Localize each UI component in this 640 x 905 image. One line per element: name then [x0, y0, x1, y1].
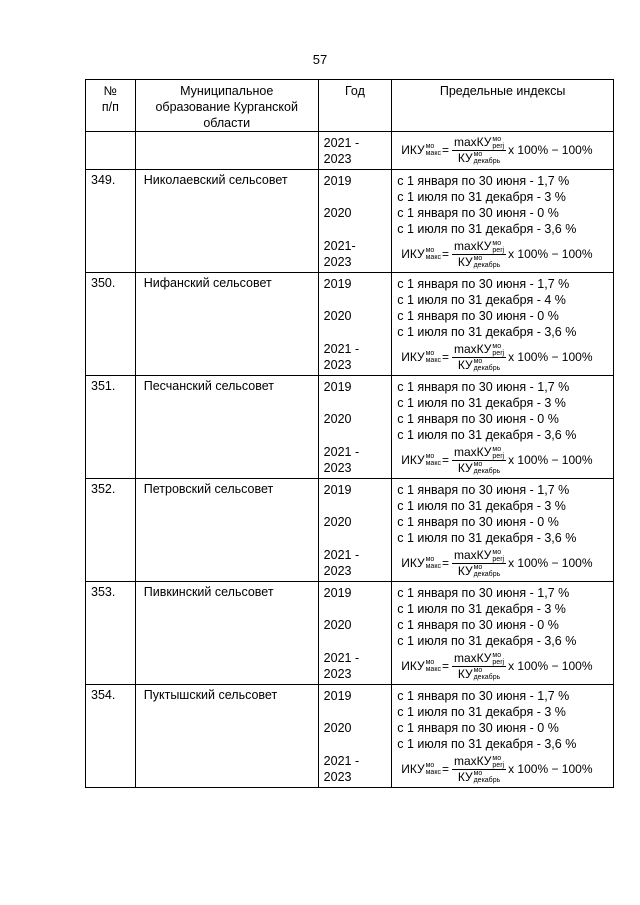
year-2021-2023: 2021 - 2023	[323, 445, 360, 475]
formula-equals: =	[441, 350, 449, 364]
formula-expression	[397, 135, 592, 166]
formula-expression	[397, 239, 592, 270]
formula	[397, 752, 613, 786]
index-line: с 1 июля по 31 декабря - 3,6 %	[397, 737, 577, 751]
row-indices	[392, 273, 614, 376]
formula-expression	[397, 342, 592, 373]
header-row	[86, 80, 614, 132]
year-2020: 2020	[323, 412, 352, 426]
year-2019: 2019	[323, 689, 352, 703]
row-number: 353.	[86, 582, 136, 685]
row-number: 351.	[86, 376, 136, 479]
table-row	[86, 582, 614, 685]
continuation-name	[135, 132, 318, 170]
formula-tail: x 100% − 100%	[508, 556, 593, 570]
formula	[397, 546, 613, 580]
row-municipality: Пуктышский сельсовет	[135, 685, 318, 788]
continuation-year	[318, 132, 392, 170]
formula-numerator: maxКУ мо perj	[453, 547, 505, 563]
index-line: с 1 января по 30 июня - 1,7 %	[397, 483, 570, 497]
row-municipality: Песчанский сельсовет	[135, 376, 318, 479]
row-years	[318, 479, 392, 582]
formula-tail: x 100% − 100%	[508, 659, 593, 673]
index-line: с 1 января по 30 июня - 1,7 %	[397, 586, 570, 600]
formula-lhs: ИКУ мо макс	[401, 555, 441, 571]
row-number: 350.	[86, 273, 136, 376]
formula-numerator: maxКУ мо perj	[453, 753, 505, 769]
formula-numerator: maxКУ мо perj	[453, 134, 505, 150]
formula-equals: =	[441, 659, 449, 673]
formula-denominator: КУ мо декабрь	[457, 460, 501, 476]
row-indices	[392, 685, 614, 788]
row-indices	[392, 479, 614, 582]
index-line: с 1 июля по 31 декабря - 3,6 %	[397, 428, 577, 442]
header-year: Год	[318, 80, 392, 132]
formula-denominator: КУ мо декабрь	[457, 254, 501, 270]
year-2021-2023: 2021 - 2023	[323, 342, 360, 372]
row-municipality: Нифанский сельсовет	[135, 273, 318, 376]
formula-equals: =	[441, 247, 449, 261]
formula-tail: x 100% − 100%	[508, 143, 593, 157]
formula	[397, 237, 613, 271]
row-indices	[392, 376, 614, 479]
formula-equals: =	[441, 453, 449, 467]
page-number: 57	[312, 52, 328, 67]
index-line: с 1 июля по 31 декабря - 3,6 %	[397, 531, 577, 545]
year-2020: 2020	[323, 309, 352, 323]
index-line: с 1 июля по 31 декабря - 3,6 %	[397, 325, 577, 339]
year-2019: 2019	[323, 174, 352, 188]
continuation-row	[86, 132, 614, 170]
formula-expression	[397, 548, 592, 579]
index-line: с 1 января по 30 июня - 0 %	[397, 515, 559, 529]
table-row	[86, 170, 614, 273]
header-municipality-line1: Муниципальное	[180, 84, 274, 98]
year-2021-2023: 2021- 2023	[323, 239, 356, 269]
formula-tail: x 100% − 100%	[508, 762, 593, 776]
year-2019: 2019	[323, 483, 352, 497]
formula-numerator: maxКУ мо perj	[453, 341, 505, 357]
header-number-line2: п/п	[101, 100, 119, 114]
formula-expression	[397, 651, 592, 682]
index-line: с 1 июля по 31 декабря - 3 %	[397, 190, 566, 204]
formula-denominator: КУ мо декабрь	[457, 666, 501, 682]
index-line: с 1 января по 30 июня - 0 %	[397, 412, 559, 426]
formula-denominator: КУ мо декабрь	[457, 150, 501, 166]
year-2021-2023: 2021 - 2023	[323, 754, 360, 784]
row-municipality: Николаевский сельсовет	[135, 170, 318, 273]
formula-numerator: maxКУ мо perj	[453, 238, 505, 254]
index-line: с 1 января по 30 июня - 1,7 %	[397, 380, 570, 394]
formula-lhs: ИКУ мо макс	[401, 452, 441, 468]
row-municipality: Петровский сельсовет	[135, 479, 318, 582]
indices-table	[85, 79, 614, 788]
row-number: 352.	[86, 479, 136, 582]
header-municipality	[135, 80, 318, 132]
table-row	[86, 685, 614, 788]
row-years	[318, 376, 392, 479]
index-line: с 1 июля по 31 декабря - 3 %	[397, 705, 566, 719]
index-line: с 1 июля по 31 декабря - 3 %	[397, 602, 566, 616]
formula-numerator: maxКУ мо perj	[453, 650, 505, 666]
index-line: с 1 июля по 31 декабря - 3 %	[397, 396, 566, 410]
formula-lhs: ИКУ мо макс	[401, 142, 441, 158]
formula-denominator: КУ мо декабрь	[457, 769, 501, 785]
formula	[397, 443, 613, 477]
continuation-year-line2: 2023	[323, 152, 352, 166]
index-line: с 1 января по 30 июня - 1,7 %	[397, 277, 570, 291]
formula-lhs: ИКУ мо макс	[401, 246, 441, 262]
formula	[397, 132, 613, 168]
index-line: с 1 января по 30 июня - 1,7 %	[397, 689, 570, 703]
row-number: 354.	[86, 685, 136, 788]
row-indices	[392, 582, 614, 685]
year-2019: 2019	[323, 277, 352, 291]
formula-lhs: ИКУ мо макс	[401, 349, 441, 365]
formula-lhs: ИКУ мо макс	[401, 761, 441, 777]
formula	[397, 649, 613, 683]
year-2020: 2020	[323, 618, 352, 632]
year-2020: 2020	[323, 206, 352, 220]
index-line: с 1 января по 30 июня - 0 %	[397, 618, 559, 632]
header-municipality-line3: области	[203, 116, 251, 130]
formula-lhs: ИКУ мо макс	[401, 658, 441, 674]
row-years	[318, 170, 392, 273]
row-municipality: Пивкинский сельсовет	[135, 582, 318, 685]
table-row	[86, 479, 614, 582]
continuation-year-line1: 2021 -	[323, 136, 360, 150]
row-number: 349.	[86, 170, 136, 273]
index-line: с 1 января по 30 июня - 0 %	[397, 206, 559, 220]
formula-fraction	[452, 754, 506, 785]
formula-fraction	[452, 651, 506, 682]
formula-tail: x 100% − 100%	[508, 247, 593, 261]
index-line: с 1 июля по 31 декабря - 3,6 %	[397, 222, 577, 236]
formula-equals: =	[441, 556, 449, 570]
table-row	[86, 273, 614, 376]
index-line: с 1 января по 30 июня - 0 %	[397, 309, 559, 323]
continuation-index	[392, 132, 614, 170]
row-indices	[392, 170, 614, 273]
formula-expression	[397, 445, 592, 476]
header-number	[86, 80, 136, 132]
header-indices: Предельные индексы	[392, 80, 614, 132]
year-2019: 2019	[323, 586, 352, 600]
year-2021-2023: 2021 - 2023	[323, 548, 360, 578]
index-line: с 1 января по 30 июня - 0 %	[397, 721, 559, 735]
formula-numerator: maxКУ мо perj	[453, 444, 505, 460]
formula-equals: =	[441, 762, 449, 776]
year-2020: 2020	[323, 721, 352, 735]
formula-fraction	[452, 135, 506, 166]
index-line: с 1 января по 30 июня - 1,7 %	[397, 174, 570, 188]
row-years	[318, 273, 392, 376]
year-2021-2023: 2021 - 2023	[323, 651, 360, 681]
formula-tail: x 100% − 100%	[508, 350, 593, 364]
continuation-number	[86, 132, 136, 170]
year-2020: 2020	[323, 515, 352, 529]
formula-fraction	[452, 239, 506, 270]
header-number-line1: №	[103, 84, 118, 98]
formula-fraction	[452, 445, 506, 476]
formula-denominator: КУ мо декабрь	[457, 563, 501, 579]
row-years	[318, 685, 392, 788]
formula-expression	[397, 754, 592, 785]
table-row	[86, 376, 614, 479]
formula-fraction	[452, 548, 506, 579]
formula	[397, 340, 613, 374]
formula-tail: x 100% − 100%	[508, 453, 593, 467]
formula-denominator: КУ мо декабрь	[457, 357, 501, 373]
header-municipality-line2: образование Курганской	[155, 100, 298, 114]
index-line: с 1 июля по 31 декабря - 4 %	[397, 293, 566, 307]
row-years	[318, 582, 392, 685]
index-line: с 1 июля по 31 декабря - 3,6 %	[397, 634, 577, 648]
formula-fraction	[452, 342, 506, 373]
formula-equals: =	[441, 143, 449, 157]
year-2019: 2019	[323, 380, 352, 394]
index-line: с 1 июля по 31 декабря - 3 %	[397, 499, 566, 513]
